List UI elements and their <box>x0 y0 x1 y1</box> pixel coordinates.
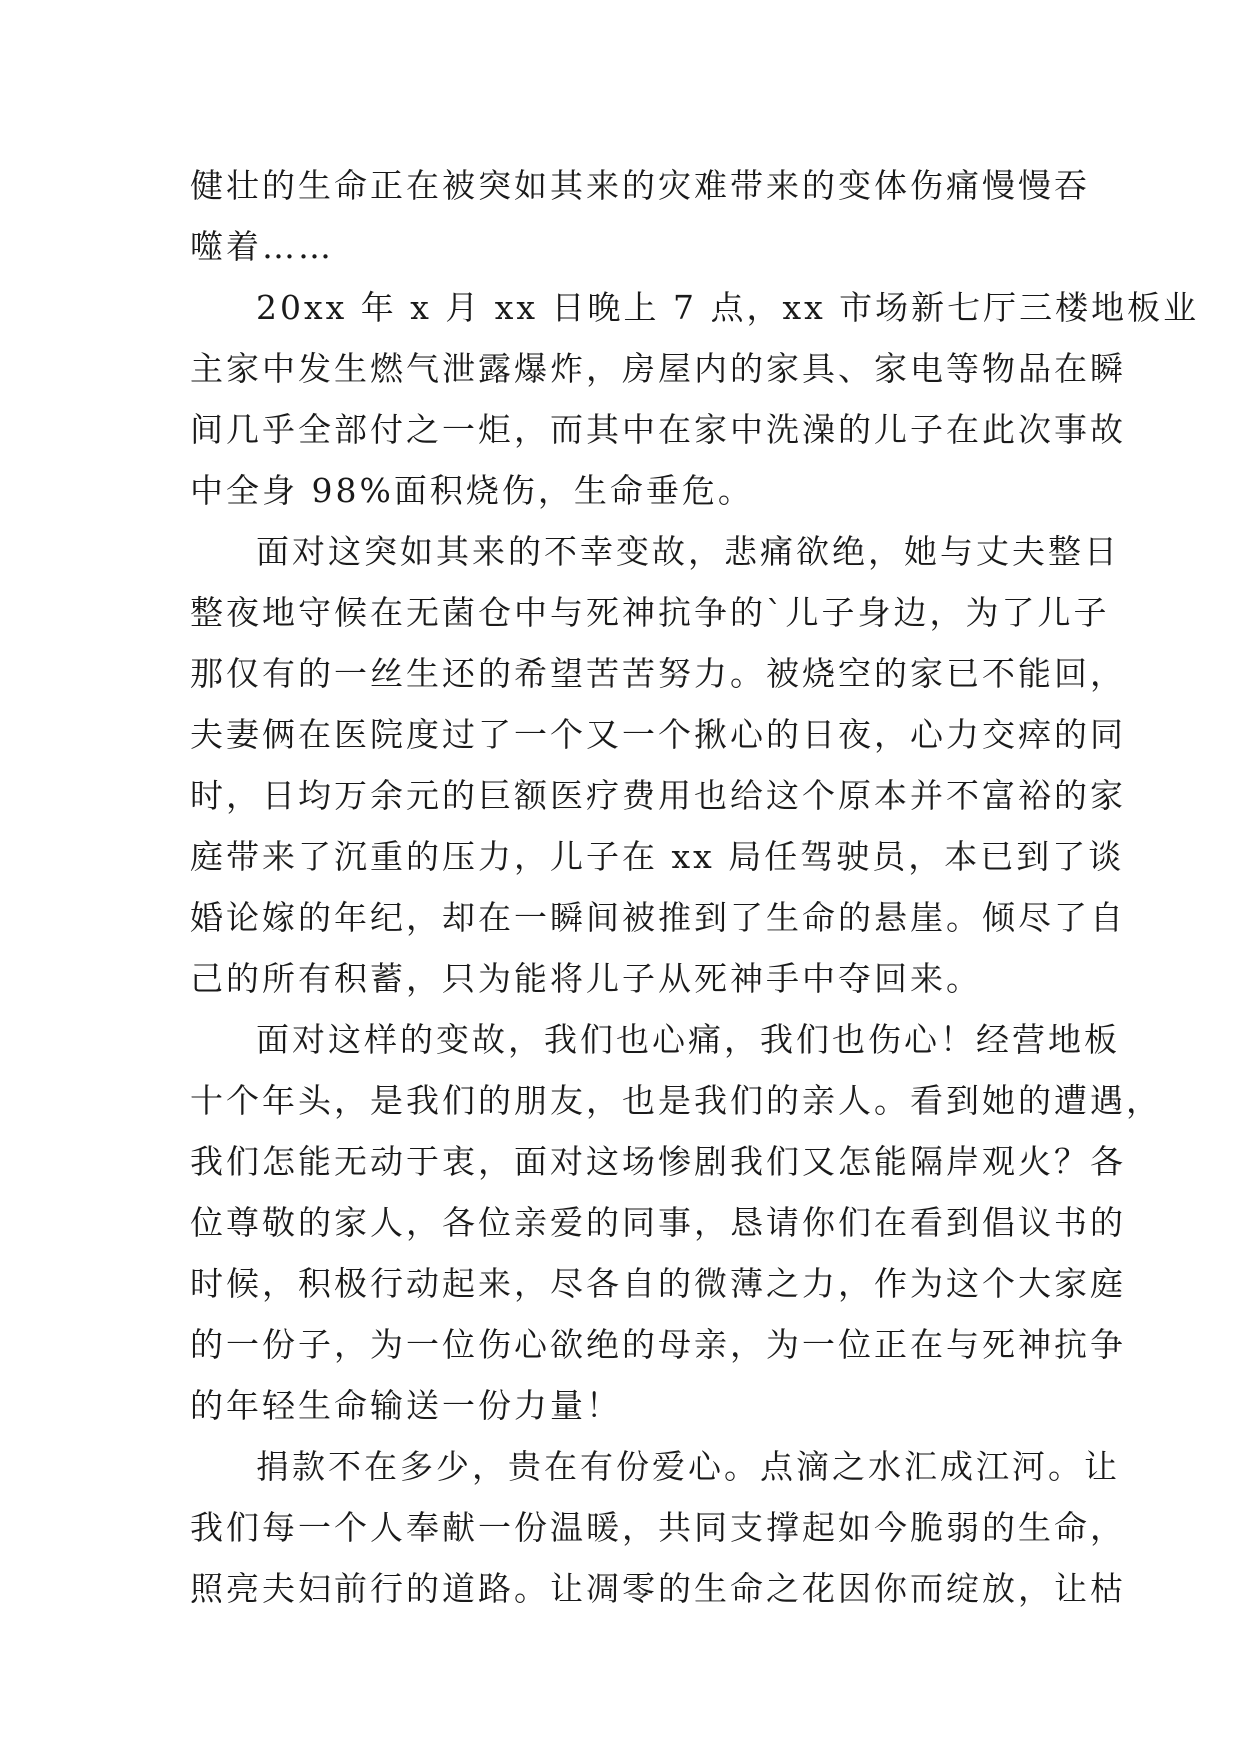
text-line: 己的所有积蓄，只为能将儿子从死神手中夺回来。 <box>190 959 982 998</box>
text-line: 位尊敬的家人，各位亲爱的同事，恳请你们在看到倡议书的 <box>190 1203 1126 1242</box>
text-line: 我们每一个人奉献一份温暖，共同支撑起如今脆弱的生命， <box>190 1508 1126 1547</box>
text-line: 那仅有的一丝生还的希望苦苦努力。被烧空的家已不能回， <box>190 654 1126 693</box>
text-line: 中全身 98%面积烧伤，生命垂危。 <box>190 471 754 510</box>
text-line: 面对这样的变故，我们也心痛，我们也伤心！经营地板 <box>256 1020 1120 1059</box>
text-line: 时候，积极行动起来，尽各自的微薄之力，作为这个大家庭 <box>190 1264 1126 1303</box>
text-line: 夫妻俩在医院度过了一个又一个揪心的日夜，心力交瘁的同 <box>190 715 1126 754</box>
text-line: 间几乎全部付之一炬，而其中在家中洗澡的儿子在此次事故 <box>190 410 1126 449</box>
document-body <box>190 155 1200 1619</box>
text-line: 照亮夫妇前行的道路。让凋零的生命之花因你而绽放，让枯 <box>190 1569 1126 1608</box>
text-line: 庭带来了沉重的压力，儿子在 xx 局任驾驶员，本已到了谈 <box>190 837 1125 876</box>
text-line: 婚论嫁的年纪，却在一瞬间被推到了生命的悬崖。倾尽了自 <box>190 898 1126 937</box>
text-line: 整夜地守候在无菌仓中与死神抗争的`儿子身边，为了儿子 <box>190 593 1110 632</box>
text-line: 20xx 年 x 月 xx 日晚上 7 点，xx 市场新七厅三楼地板业 <box>256 288 1200 327</box>
text-line: 健壮的生命正在被突如其来的灾难带来的变体伤痛慢慢吞 <box>190 166 1090 205</box>
text-line: 我们怎能无动于衷，面对这场惨剧我们又怎能隔岸观火？各 <box>190 1142 1126 1181</box>
text-line: 的一份子，为一位伤心欲绝的母亲，为一位正在与死神抗争 <box>190 1325 1126 1364</box>
text-line: 面对这突如其来的不幸变故，悲痛欲绝，她与丈夫整日 <box>256 532 1120 571</box>
text-line: 时，日均万余元的巨额医疗费用也给这个原本并不富裕的家 <box>190 776 1126 815</box>
text-line: 主家中发生燃气泄露爆炸，房屋内的家具、家电等物品在瞬 <box>190 349 1126 388</box>
text-line: 噬着…… <box>190 227 334 266</box>
text-line: 捐款不在多少，贵在有份爱心。点滴之水汇成江河。让 <box>256 1447 1120 1486</box>
text-line: 的年轻生命输送一份力量！ <box>190 1386 622 1425</box>
text-line: 十个年头，是我们的朋友，也是我们的亲人。看到她的遭遇， <box>190 1081 1162 1120</box>
